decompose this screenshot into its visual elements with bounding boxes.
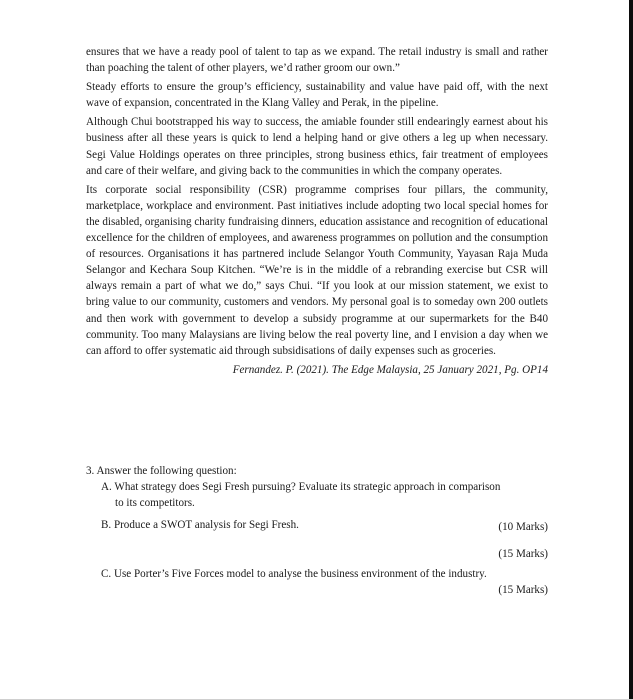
paragraph: Its corporate social responsibility (CSR) programme comprises four pillars, the community, marketplace, workplace and environment. Past initiatives include adopting two local special homes for the disabled, organising charity fundraising dinners, education assistance and recognition of educational excellence for the children of employees, and awareness programmes on pollution and the consumption of resources. Organisations it has partnered include Selangor Youth Community, Yayasan Raja Muda Selangor and Kechara Soup Kitchen. “We’re is in the middle of a rebranding exercise but CSR will always remain a part of what we do,” says Chui. “If you look at our mission statement, we exist to bring value to our community, customers and vendors. My personal goal is to someday own 200 outlets and then work with government to develop a subsidy programme at our supermarkets for the B40 community. Too many Malaysians are living below the real poverty line, and I envision a day when we can afford to offer systematic aid through subsidisations of daily expenses such as groceries. [86, 183, 548, 357]
article-body [86, 44, 548, 381]
question-c-text: C. Use Porter’s Five Forces model to analyse the business environment of the industry. [101, 568, 487, 580]
question-b [101, 517, 548, 562]
question-b-text: B. Produce a SWOT analysis for Segi Fresh. [101, 519, 299, 531]
paragraph: Although Chui bootstrapped his way to success, the amiable founder still endearingly earnest about his business after all these years is quick to lend a helping hand or give others a leg up when necessary. Segi Value Holdings operates on three principles, strong business ethics, fair treatment of employees and care of their welfare, and giving back to the communities in which the company operates. [86, 116, 548, 177]
paragraph: Steady efforts to ensure the group’s efficiency, sustainability and value have paid off, with the next wave of expansion, concentrated in the Klang Valley and Perak, in the pipeline. [86, 81, 548, 110]
question-c [101, 566, 548, 598]
question-a-text: A. What strategy does Segi Fresh pursuing? Evaluate its strategic approach in comparison [101, 481, 501, 493]
question-a-text-continued: to its competitors. [115, 497, 195, 510]
page-edge-shadow [629, 0, 633, 700]
question-b-marks: (15 Marks) [498, 548, 548, 561]
question-header: 3. Answer the following question: [86, 465, 237, 477]
paragraph: ensures that we have a ready pool of talent to tap as we expand. The retail industry is small and rather than poaching the talent of other players, we’d rather groom our own.” [86, 46, 548, 75]
citation: Fernandez. P. (2021). The Edge Malaysia, 25 January 2021, Pg. OP14 [232, 363, 548, 376]
question-a-marks: (10 Marks) [498, 521, 548, 534]
question-c-marks: (15 Marks) [498, 584, 548, 597]
